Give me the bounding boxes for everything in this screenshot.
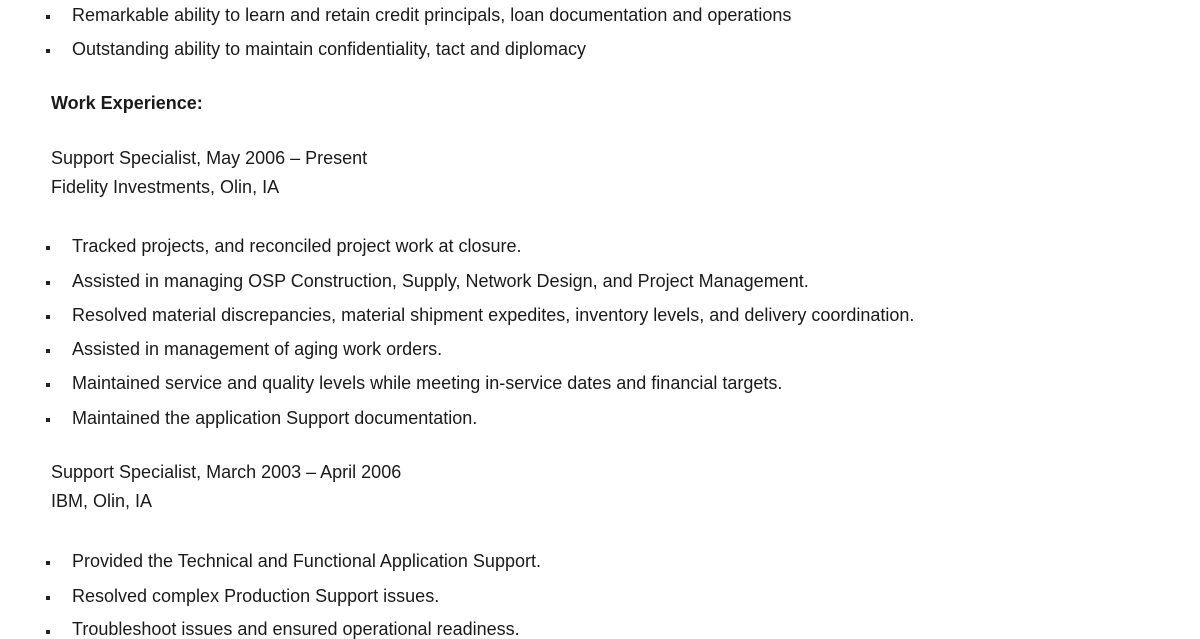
job-title: Support Specialist, May 2006 – Present bbox=[51, 148, 368, 168]
job-company: IBM, Olin, IA bbox=[51, 491, 153, 511]
skill-item: Outstanding ability to maintain confidentiality, tact and diplomacy bbox=[72, 39, 586, 59]
bullet-icon bbox=[46, 49, 50, 53]
bullet-icon bbox=[46, 630, 50, 634]
bullet-icon bbox=[46, 281, 50, 285]
bullet-icon bbox=[46, 596, 50, 600]
job-bullet: Tracked projects, and reconciled project work at closure. bbox=[72, 236, 522, 256]
bullet-icon bbox=[46, 15, 50, 19]
job-bullet: Resolved complex Production Support issues. bbox=[72, 586, 440, 606]
job-bullet: Troubleshoot issues and ensured operational readiness. bbox=[72, 619, 520, 639]
job-bullet: Resolved material discrepancies, material shipment expedites, inventory levels, and delivery coordination. bbox=[72, 305, 915, 325]
skill-item: Remarkable ability to learn and retain credit principals, loan documentation and operations bbox=[72, 5, 792, 25]
job-bullet: Maintained service and quality levels while meeting in-service dates and financial targets. bbox=[72, 373, 783, 393]
bullet-icon bbox=[46, 561, 50, 565]
job-bullet: Provided the Technical and Functional Application Support. bbox=[72, 551, 541, 571]
job-bullet: Assisted in managing OSP Construction, Supply, Network Design, and Project Management. bbox=[72, 271, 809, 291]
bullet-icon bbox=[46, 349, 50, 353]
bullet-icon bbox=[46, 383, 50, 387]
bullet-icon bbox=[46, 418, 50, 422]
bullet-icon bbox=[46, 246, 50, 250]
job-company: Fidelity Investments, Olin, IA bbox=[51, 177, 280, 197]
job-title: Support Specialist, March 2003 – April 2006 bbox=[51, 462, 402, 482]
job-bullet: Assisted in management of aging work orders. bbox=[72, 339, 443, 359]
section-heading: Work Experience: bbox=[51, 93, 203, 113]
bullet-icon bbox=[46, 315, 50, 319]
job-bullet: Maintained the application Support documentation. bbox=[72, 408, 478, 428]
